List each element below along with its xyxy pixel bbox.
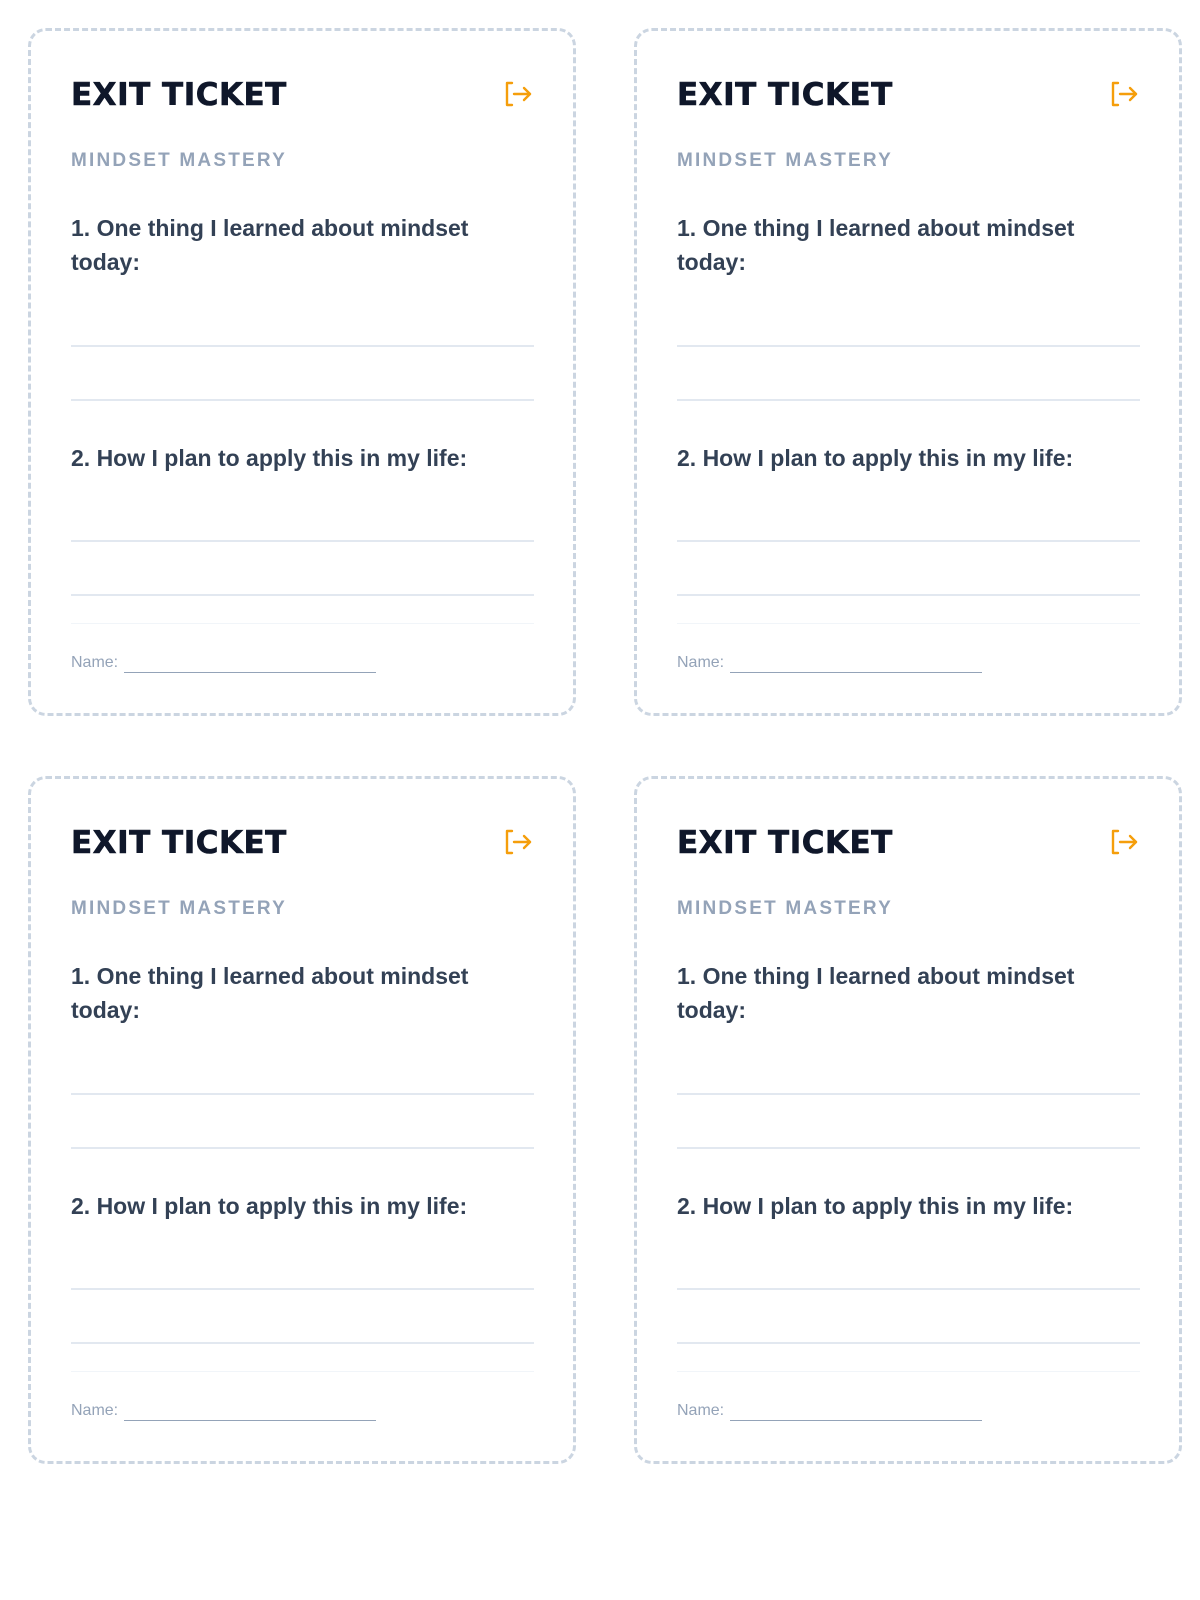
question-apply: 2. How I plan to apply this in my life: — [677, 1193, 1074, 1219]
exit-icon — [502, 78, 534, 110]
question-learned: 1. One thing I learned about mindset today: — [677, 963, 1075, 1023]
answer-line — [677, 345, 1140, 347]
name-blank-line — [730, 656, 982, 673]
question-apply: 2. How I plan to apply this in my life: — [71, 445, 468, 471]
ticket-content — [677, 779, 1140, 1461]
question-apply: 2. How I plan to apply this in my life: — [677, 445, 1074, 471]
exit-icon — [502, 826, 534, 858]
footer-divider — [677, 1371, 1140, 1372]
name-field — [677, 1401, 982, 1421]
answer-line — [71, 594, 534, 596]
name-field — [71, 1401, 376, 1421]
ticket-title: EXIT TICKET — [677, 825, 893, 861]
ticket-title: EXIT TICKET — [71, 77, 287, 113]
name-label: Name: — [71, 1402, 119, 1419]
answer-line — [677, 594, 1140, 596]
answer-line — [71, 399, 534, 401]
answer-line — [71, 1093, 534, 1095]
exit-ticket-card — [634, 28, 1182, 716]
answer-line — [71, 1288, 534, 1290]
question-apply: 2. How I plan to apply this in my life: — [71, 1193, 468, 1219]
ticket-content — [71, 779, 534, 1461]
answer-line — [677, 1342, 1140, 1344]
name-label: Name: — [71, 654, 119, 671]
answer-line — [71, 1342, 534, 1344]
answer-line — [677, 1093, 1140, 1095]
ticket-title: EXIT TICKET — [71, 825, 287, 861]
answer-line — [677, 1147, 1140, 1149]
ticket-subtitle: MINDSET MASTERY — [71, 150, 287, 171]
name-blank-line — [124, 656, 376, 673]
answer-line — [677, 540, 1140, 542]
ticket-subtitle: MINDSET MASTERY — [677, 898, 893, 919]
answer-line — [677, 399, 1140, 401]
footer-divider — [71, 623, 534, 624]
name-field — [71, 653, 376, 673]
name-field — [677, 653, 982, 673]
ticket-title: EXIT TICKET — [677, 77, 893, 113]
question-learned: 1. One thing I learned about mindset today: — [677, 215, 1075, 275]
ticket-subtitle: MINDSET MASTERY — [677, 150, 893, 171]
name-blank-line — [730, 1404, 982, 1421]
exit-ticket-card — [28, 28, 576, 716]
exit-icon — [1108, 826, 1140, 858]
footer-divider — [71, 1371, 534, 1372]
name-blank-line — [124, 1404, 376, 1421]
name-label: Name: — [677, 654, 725, 671]
answer-line — [71, 1147, 534, 1149]
exit-ticket-card — [634, 776, 1182, 1464]
exit-ticket-card — [28, 776, 576, 1464]
footer-divider — [677, 623, 1140, 624]
answer-line — [677, 1288, 1140, 1290]
exit-icon — [1108, 78, 1140, 110]
answer-line — [71, 540, 534, 542]
name-label: Name: — [677, 1402, 725, 1419]
ticket-content — [677, 31, 1140, 713]
question-learned: 1. One thing I learned about mindset today: — [71, 963, 469, 1023]
ticket-content — [71, 31, 534, 713]
ticket-subtitle: MINDSET MASTERY — [71, 898, 287, 919]
answer-line — [71, 345, 534, 347]
question-learned: 1. One thing I learned about mindset today: — [71, 215, 469, 275]
